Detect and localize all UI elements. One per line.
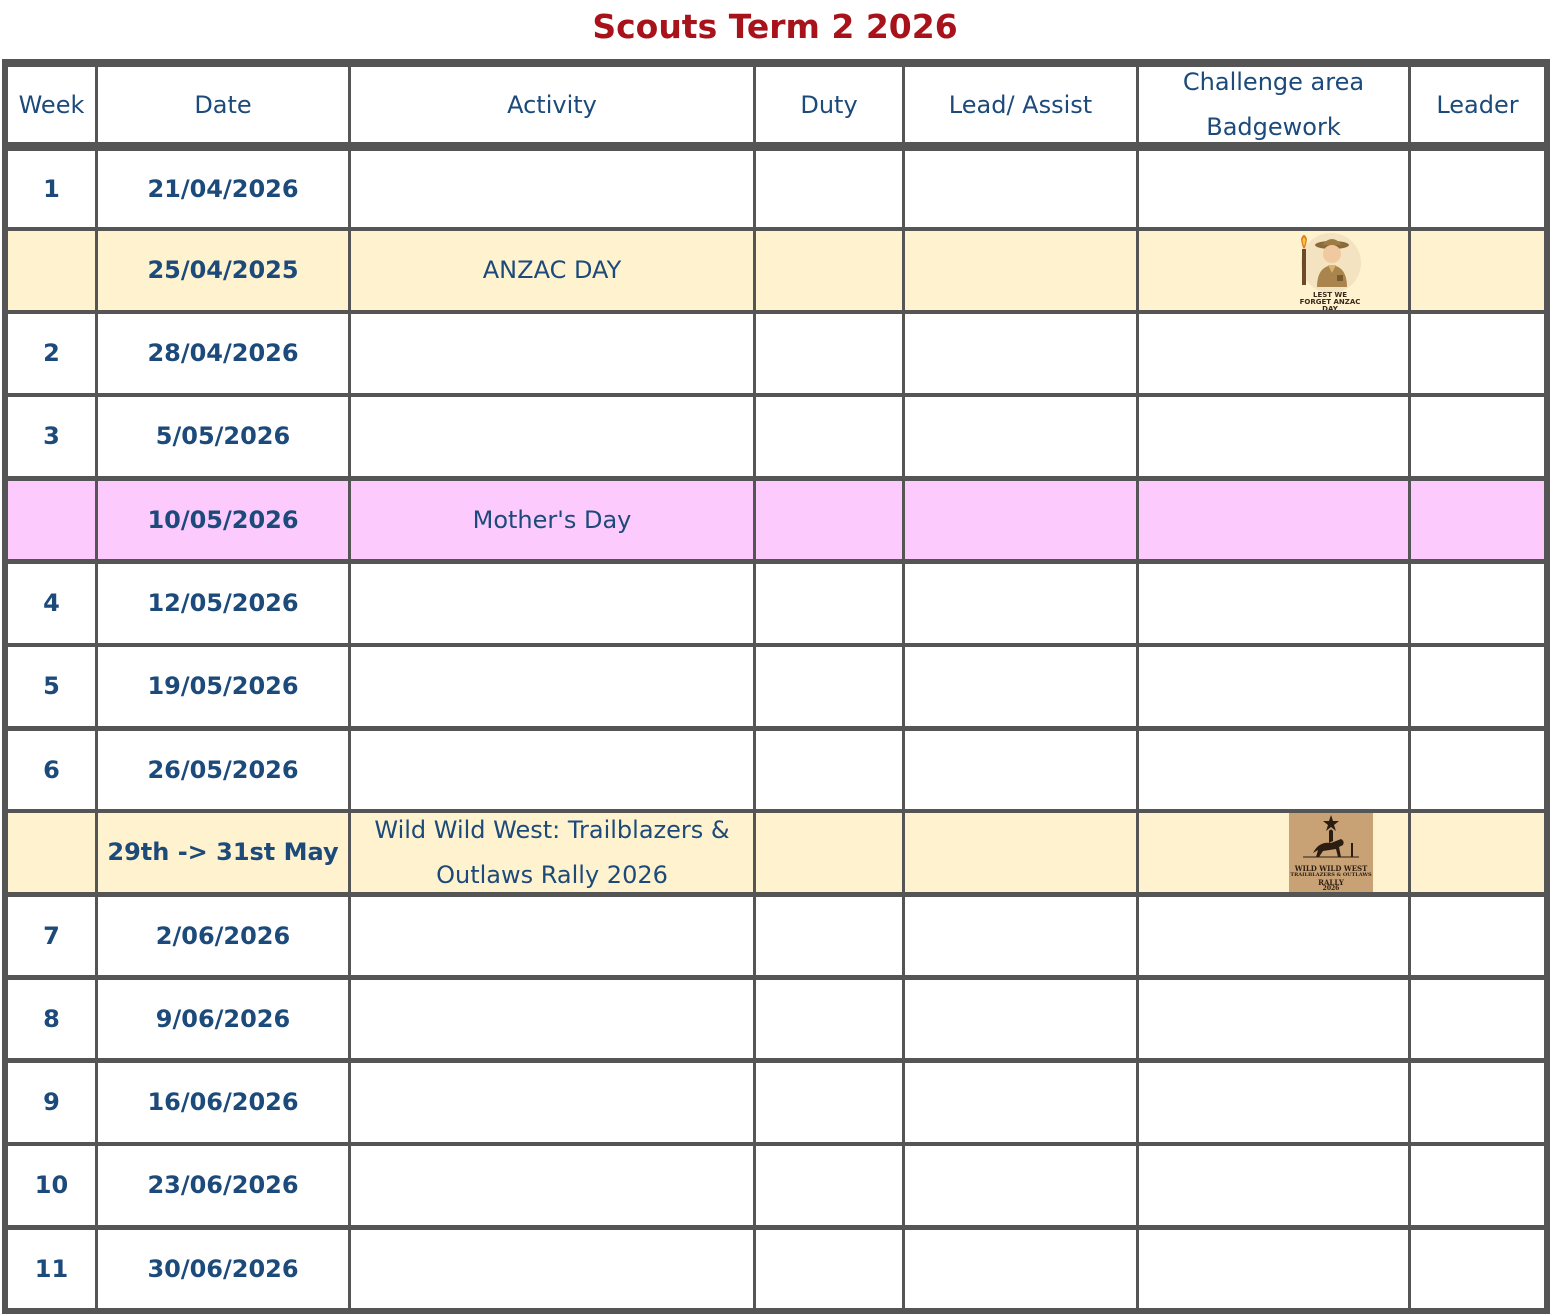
row-10-leader-cell[interactable] [1411, 980, 1544, 1058]
row-8-date-cell [98, 813, 348, 892]
header-lead-assist [905, 67, 1136, 142]
row-8-week-cell [8, 813, 95, 892]
row-1-lead-assist-cell[interactable] [905, 231, 1136, 310]
row-5-week-cell [8, 564, 95, 643]
header-date [98, 67, 348, 142]
row-2-activity-cell [351, 314, 753, 393]
row-0-challenge-cell[interactable] [1139, 151, 1408, 227]
row-13-date-cell [98, 1230, 348, 1308]
row-9-leader-cell[interactable] [1411, 897, 1544, 975]
row-13-date: 30/06/2026 [147, 1254, 299, 1283]
row-9-lead-assist-cell[interactable] [905, 897, 1136, 975]
row-2-week-cell [8, 314, 95, 393]
row-5-week: 4 [43, 589, 60, 617]
row-4-date: 10/05/2026 [147, 505, 299, 534]
row-3-challenge-cell[interactable] [1139, 397, 1408, 476]
row-11-week-cell [8, 1063, 95, 1142]
row-8-duty-cell[interactable] [756, 813, 902, 892]
row-11-date-cell [98, 1063, 348, 1142]
row-12-date-cell [98, 1146, 348, 1225]
row-6-date-cell [98, 647, 348, 726]
row-9-week: 7 [43, 921, 60, 950]
header-duty [756, 67, 902, 142]
row-2-date: 28/04/2026 [147, 339, 299, 367]
row-10-activity-cell [351, 980, 753, 1058]
row-11-challenge-cell[interactable] [1139, 1063, 1408, 1142]
row-7-week: 6 [43, 755, 60, 784]
row-4-activity-cell [351, 481, 753, 559]
row-13-week-cell [8, 1230, 95, 1308]
row-8-activity-cell [351, 813, 753, 892]
row-3-duty-cell[interactable] [756, 397, 902, 476]
row-1-challenge-cell[interactable] [1139, 231, 1408, 310]
row-0-week: 1 [43, 174, 60, 203]
row-8-leader-cell[interactable] [1411, 813, 1544, 892]
row-8-lead-assist-cell[interactable] [905, 813, 1136, 892]
row-0-lead-assist-cell[interactable] [905, 151, 1136, 227]
row-7-week-cell [8, 731, 95, 809]
page-title: Scouts Term 2 2026 [592, 7, 958, 46]
row-1-week-cell [8, 231, 95, 310]
row-6-duty-cell[interactable] [756, 647, 902, 726]
row-11-lead-assist-cell[interactable] [905, 1063, 1136, 1142]
row-8-challenge-cell[interactable] [1139, 813, 1408, 892]
row-3-activity-cell [351, 397, 753, 476]
row-3-leader-cell[interactable] [1411, 397, 1544, 476]
row-11-week: 9 [43, 1088, 60, 1116]
row-13-activity-cell [351, 1230, 753, 1308]
row-4-leader-cell[interactable] [1411, 481, 1544, 559]
header-activity [351, 67, 753, 142]
header-leader-label: Leader [1436, 90, 1519, 119]
wild-west-badge-line4: 2026 [1322, 885, 1340, 892]
row-2-challenge-cell[interactable] [1139, 314, 1408, 393]
row-1-leader-cell[interactable] [1411, 231, 1544, 310]
wild-west-badge-line2: TRAILBLAZERS & OUTLAWS [1290, 872, 1372, 878]
row-0-date-cell [98, 151, 348, 227]
row-12-date: 23/06/2026 [147, 1171, 299, 1199]
row-10-week-cell [8, 980, 95, 1058]
row-11-leader-cell[interactable] [1411, 1063, 1544, 1142]
header-activity-label: Activity [507, 90, 597, 119]
row-2-week: 2 [43, 339, 60, 367]
row-10-date: 9/06/2026 [155, 1004, 291, 1033]
row-8-date: 29th -> 31st May [107, 838, 339, 866]
row-0-leader-cell[interactable] [1411, 151, 1544, 227]
row-0-week-cell [8, 151, 95, 227]
row-4-week-cell [8, 481, 95, 559]
row-3-week-cell [8, 397, 95, 476]
row-1-activity: ANZAC DAY [482, 256, 622, 284]
row-12-leader-cell[interactable] [1411, 1146, 1544, 1225]
row-1-duty-cell[interactable] [756, 231, 902, 310]
row-3-week: 3 [43, 422, 60, 450]
row-7-duty-cell[interactable] [756, 731, 902, 809]
row-0-duty-cell[interactable] [756, 151, 902, 227]
row-6-leader-cell[interactable] [1411, 647, 1544, 726]
row-10-duty-cell[interactable] [756, 980, 902, 1058]
row-7-activity-cell [351, 731, 753, 809]
row-13-challenge-cell[interactable] [1139, 1230, 1408, 1308]
row-11-activity-cell [351, 1063, 753, 1142]
row-12-duty-cell[interactable] [756, 1146, 902, 1225]
header-lead-assist-label: Lead/ Assist [948, 90, 1093, 119]
row-7-date: 26/05/2026 [147, 755, 299, 784]
header-week-label: Week [18, 90, 85, 119]
row-6-lead-assist-cell[interactable] [905, 647, 1136, 726]
row-3-date-cell [98, 397, 348, 476]
row-4-lead-assist-cell[interactable] [905, 481, 1136, 559]
header-week [8, 67, 95, 142]
row-0-activity-cell [351, 151, 753, 227]
row-1-date-cell [98, 231, 348, 310]
row-3-lead-assist-cell[interactable] [905, 397, 1136, 476]
row-2-lead-assist-cell[interactable] [905, 314, 1136, 393]
row-5-date-cell [98, 564, 348, 643]
row-10-challenge-cell[interactable] [1139, 980, 1408, 1058]
row-12-week-cell [8, 1146, 95, 1225]
row-9-date-cell [98, 897, 348, 975]
row-9-week-cell [8, 897, 95, 975]
row-9-activity-cell [351, 897, 753, 975]
row-4-duty-cell[interactable] [756, 481, 902, 559]
row-10-lead-assist-cell[interactable] [905, 980, 1136, 1058]
row-9-challenge-cell[interactable] [1139, 897, 1408, 975]
row-12-activity-cell [351, 1146, 753, 1225]
row-5-date: 12/05/2026 [147, 589, 299, 617]
header-duty-label: Duty [800, 90, 858, 119]
row-5-leader-cell[interactable] [1411, 564, 1544, 643]
row-1-date: 25/04/2025 [147, 256, 299, 284]
row-0-date: 21/04/2026 [147, 174, 299, 203]
row-2-leader-cell[interactable] [1411, 314, 1544, 393]
row-12-challenge-cell[interactable] [1139, 1146, 1408, 1225]
row-5-duty-cell[interactable] [756, 564, 902, 643]
row-7-date-cell [98, 731, 348, 809]
row-5-activity-cell [351, 564, 753, 643]
row-7-lead-assist-cell[interactable] [905, 731, 1136, 809]
row-6-date: 19/05/2026 [147, 672, 299, 700]
row-13-lead-assist-cell[interactable] [905, 1230, 1136, 1308]
term-schedule-table [2, 59, 1550, 1314]
row-4-activity: Mother's Day [472, 505, 632, 534]
row-7-challenge-cell[interactable] [1139, 731, 1408, 809]
row-10-date-cell [98, 980, 348, 1058]
row-4-date-cell [98, 481, 348, 559]
header-leader [1411, 67, 1544, 142]
row-10-week: 8 [43, 1004, 60, 1033]
header-challenge-label: Challenge area Badgework [1182, 67, 1365, 141]
row-8-activity: Wild Wild West: Trailblazers & Outlaws Rally 2026 [374, 815, 730, 889]
row-6-week-cell [8, 647, 95, 726]
wild-west-badge-line1: WILD WILD WEST [1294, 864, 1368, 873]
row-9-duty-cell[interactable] [756, 897, 902, 975]
row-6-week: 5 [43, 672, 60, 700]
wild-west-badge-line3: RALLY [1318, 878, 1344, 887]
row-2-duty-cell[interactable] [756, 314, 902, 393]
row-13-duty-cell[interactable] [756, 1230, 902, 1308]
row-4-challenge-cell[interactable] [1139, 481, 1408, 559]
row-5-challenge-cell[interactable] [1139, 564, 1408, 643]
header-date-label: Date [194, 90, 252, 119]
row-1-activity-cell [351, 231, 753, 310]
row-6-activity-cell [351, 647, 753, 726]
row-5-lead-assist-cell[interactable] [905, 564, 1136, 643]
row-12-week: 10 [34, 1171, 69, 1199]
row-2-date-cell [98, 314, 348, 393]
row-3-date: 5/05/2026 [155, 422, 291, 450]
row-11-duty-cell[interactable] [756, 1063, 902, 1142]
row-9-date: 2/06/2026 [155, 921, 291, 950]
row-11-date: 16/06/2026 [147, 1088, 299, 1116]
row-13-leader-cell[interactable] [1411, 1230, 1544, 1308]
anzac-day-badge-label: LEST WE FORGET ANZAC DAY [1299, 291, 1361, 310]
row-12-lead-assist-cell[interactable] [905, 1146, 1136, 1225]
row-7-leader-cell[interactable] [1411, 731, 1544, 809]
header-challenge [1139, 67, 1408, 142]
row-6-challenge-cell[interactable] [1139, 647, 1408, 726]
row-13-week: 11 [34, 1254, 69, 1283]
